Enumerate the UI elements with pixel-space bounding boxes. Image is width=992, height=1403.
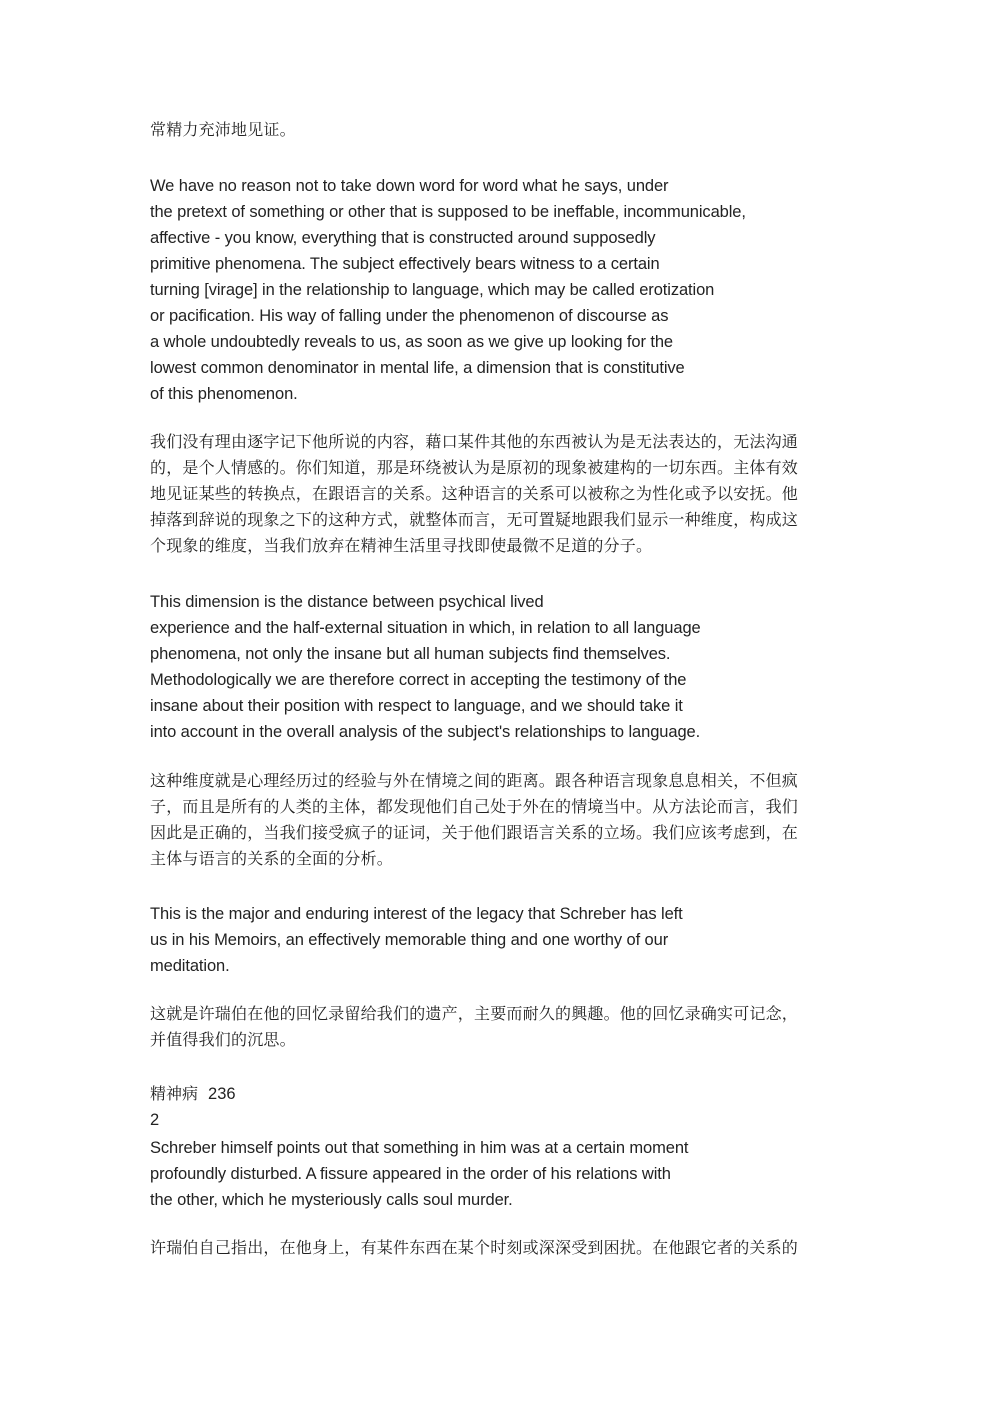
text-line: a whole undoubtedly reveals to us, as soon as we give up looking for the [150,333,673,351]
text-line: 的，是个人情感的。你们知道，那是环绕被认为是原初的现象被建构的一切东西。主体有效 [150,458,799,477]
paragraph-zh [150,1235,850,1261]
text-line: experience and the half-external situation in which, in relation to all language [150,619,701,637]
text-line: 并值得我们的沉思。 [150,1030,296,1049]
text-line: Methodologically we are therefore correct in accepting the testimony of the [150,671,687,689]
text-line: Schreber himself points out that something in him was at a certain moment [150,1139,689,1157]
text-line: This dimension is the distance between psychical lived [150,593,544,611]
text-line: profoundly disturbed. A fissure appeared in the order of his relations with [150,1165,671,1183]
text-line: 掉落到辞说的现象之下的这种方式，就整体而言，无可置疑地跟我们显示一种维度，构成这 [150,510,799,529]
text-line: 地见证某些的转换点，在跟语言的关系。这种语言的关系可以被称之为性化或予以安抚。他 [150,484,799,503]
page-number: 236 [208,1085,236,1103]
paragraph-en [150,589,850,745]
text-line: meditation. [150,957,230,975]
book-title: 精神病 [150,1084,199,1103]
paragraph-en [150,901,850,979]
text-line: 这种维度就是心理经历过的经验与外在情境之间的距离。跟各种语言现象息息相关，不但疯 [150,771,799,790]
text-line: 因此是正确的，当我们接受疯子的证词，关于他们跟语言关系的立场。我们应该考虑到，在 [150,823,799,842]
text-line: insane about their position with respect to language, and we should take it [150,697,683,715]
text-line: We have no reason not to take down word for word what he says, under [150,177,669,195]
text-line: 主体与语言的关系的全面的分析。 [150,849,394,868]
paragraph-en [150,1135,850,1213]
section-label [150,1081,850,1133]
section-number: 2 [150,1111,160,1129]
paragraph-zh [150,768,850,872]
text-line: 子，而且是所有的人类的主体，都发现他们自己处于外在的情境当中。从方法论而言，我们 [150,797,799,816]
text-line: phenomena, not only the insane but all human subjects find themselves. [150,645,671,663]
text-line: 我们没有理由逐字记下他所说的内容，藉口某件其他的东西被认为是无法表达的，无法沟通 [150,432,799,451]
text-line: 这就是许瑞伯在他的回忆录留给我们的遗产，主要而耐久的興趣。他的回忆录确实可记念， [150,1004,799,1023]
text-line: of this phenomenon. [150,385,298,403]
text-line: us in his Memoirs, an effectively memorable thing and one worthy of our [150,931,669,949]
paragraph-zh [150,429,850,559]
text-line: turning [virage] in the relationship to language, which may be called erotization [150,281,715,299]
text-line: or pacification. His way of falling under the phenomenon of discourse as [150,307,669,325]
text-line: 个现象的维度，当我们放弃在精神生活里寻找即使最微不足道的分子。 [150,536,653,555]
text-line: 许瑞伯自己指出，在他身上，有某件东西在某个时刻或深深受到困扰。在他跟它者的关系的 [150,1238,799,1257]
paragraph-zh [150,117,850,143]
text-line: 常精力充沛地见证。 [150,120,296,139]
paragraph-en [150,173,850,407]
text-line: the other, which he mysteriously calls soul murder. [150,1191,513,1209]
text-line: primitive phenomena. The subject effectively bears witness to a certain [150,255,660,273]
text-line: lowest common denominator in mental life, a dimension that is constitutive [150,359,685,377]
text-line: affective - you know, everything that is constructed around supposedly [150,229,656,247]
paragraph-zh [150,1001,850,1053]
text-line: This is the major and enduring interest of the legacy that Schreber has left [150,905,683,923]
running-header [150,1081,850,1107]
text-line: the pretext of something or other that is supposed to be ineffable, incommunicable, [150,203,746,221]
text-line: into account in the overall analysis of the subject's relationships to language. [150,723,701,741]
